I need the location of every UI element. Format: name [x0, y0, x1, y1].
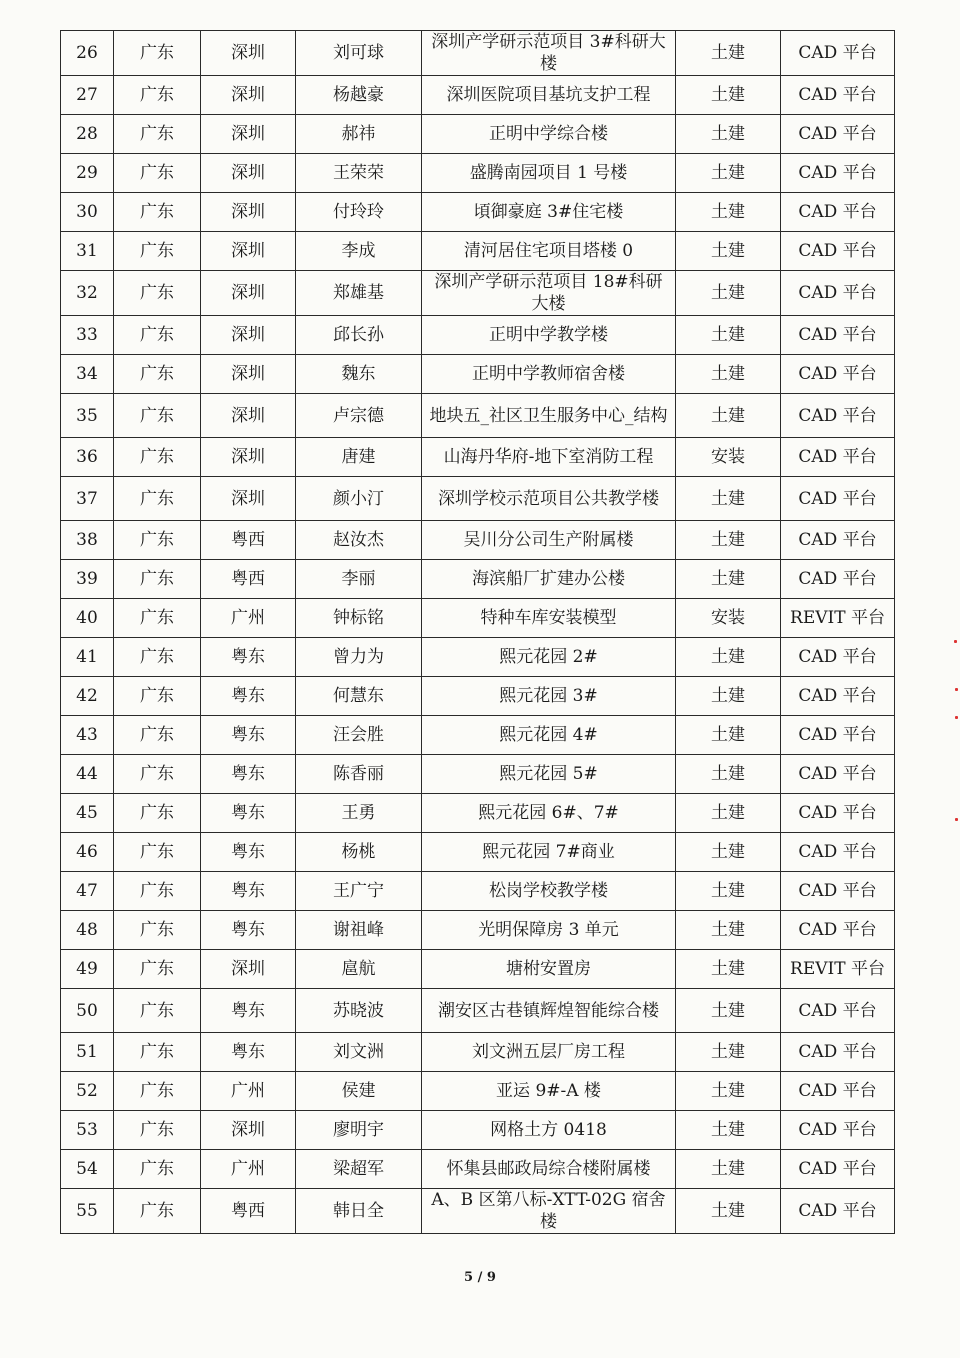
project-cell: 塘柎安置房: [422, 950, 676, 989]
type-cell: 土建: [676, 115, 781, 154]
province-cell: 广东: [114, 1072, 201, 1111]
city-cell: 粤西: [201, 560, 296, 599]
city-cell: 粤东: [201, 833, 296, 872]
project-cell: 盛腾南园项目 1 号楼: [422, 154, 676, 193]
table-row: [61, 1150, 895, 1189]
type-cell: 土建: [676, 677, 781, 716]
table-row: [61, 560, 895, 599]
row-number: 37: [61, 477, 114, 521]
table-row: [61, 232, 895, 271]
project-cell: 吴川分公司生产附属楼: [422, 521, 676, 560]
name-cell: 郝祎: [296, 115, 422, 154]
platform-cell: CAD 平台: [781, 521, 895, 560]
type-cell: 土建: [676, 355, 781, 394]
project-cell: 网格土方 0418: [422, 1111, 676, 1150]
province-cell: 广东: [114, 638, 201, 677]
name-cell: 杨桃: [296, 833, 422, 872]
platform-cell: CAD 平台: [781, 1072, 895, 1111]
name-cell: 李丽: [296, 560, 422, 599]
name-cell: 何慧东: [296, 677, 422, 716]
project-cell: 亚运 9#-A 楼: [422, 1072, 676, 1111]
type-cell: 土建: [676, 716, 781, 755]
project-cell: 頃御豪庭 3#住宅楼: [422, 193, 676, 232]
name-cell: 陈香丽: [296, 755, 422, 794]
city-cell: 粤东: [201, 638, 296, 677]
type-cell: 土建: [676, 560, 781, 599]
province-cell: 广东: [114, 677, 201, 716]
project-cell: 松岗学校教学楼: [422, 872, 676, 911]
type-cell: 土建: [676, 833, 781, 872]
row-number: 55: [61, 1189, 114, 1234]
row-number: 26: [61, 31, 114, 76]
city-cell: 深圳: [201, 154, 296, 193]
project-cell: 清河居住宅项目塔楼 0: [422, 232, 676, 271]
name-cell: 刘文洲: [296, 1033, 422, 1072]
table-row: [61, 716, 895, 755]
row-number: 39: [61, 560, 114, 599]
city-cell: 粤东: [201, 677, 296, 716]
table-row: [61, 31, 895, 76]
city-cell: 深圳: [201, 115, 296, 154]
province-cell: 广东: [114, 755, 201, 794]
platform-cell: CAD 平台: [781, 193, 895, 232]
row-number: 29: [61, 154, 114, 193]
type-cell: 土建: [676, 316, 781, 355]
table-row: [61, 316, 895, 355]
city-cell: 广州: [201, 599, 296, 638]
name-cell: 王荣荣: [296, 154, 422, 193]
province-cell: 广东: [114, 438, 201, 477]
name-cell: 赵汝杰: [296, 521, 422, 560]
province-cell: 广东: [114, 989, 201, 1033]
platform-cell: CAD 平台: [781, 394, 895, 438]
platform-cell: CAD 平台: [781, 115, 895, 154]
table-body: [61, 31, 895, 1234]
name-cell: 侯建: [296, 1072, 422, 1111]
city-cell: 深圳: [201, 271, 296, 316]
city-cell: 深圳: [201, 1111, 296, 1150]
row-number: 38: [61, 521, 114, 560]
table-row: [61, 1072, 895, 1111]
row-number: 30: [61, 193, 114, 232]
project-cell: 刘文洲五层厂房工程: [422, 1033, 676, 1072]
type-cell: 土建: [676, 911, 781, 950]
table-row: [61, 677, 895, 716]
row-number: 50: [61, 989, 114, 1033]
type-cell: 土建: [676, 872, 781, 911]
project-cell: 熙元花园 7#商业: [422, 833, 676, 872]
type-cell: 土建: [676, 638, 781, 677]
platform-cell: REVIT 平台: [781, 599, 895, 638]
type-cell: 土建: [676, 232, 781, 271]
name-cell: 邱长孙: [296, 316, 422, 355]
project-cell: 深圳产学研示范项目 18#科研大楼: [422, 271, 676, 316]
province-cell: 广东: [114, 1150, 201, 1189]
platform-cell: CAD 平台: [781, 755, 895, 794]
project-cell: 正明中学综合楼: [422, 115, 676, 154]
type-cell: 土建: [676, 1033, 781, 1072]
row-number: 54: [61, 1150, 114, 1189]
city-cell: 深圳: [201, 232, 296, 271]
row-number: 33: [61, 316, 114, 355]
table-row: [61, 271, 895, 316]
type-cell: 土建: [676, 989, 781, 1033]
province-cell: 广东: [114, 521, 201, 560]
city-cell: 粤东: [201, 1033, 296, 1072]
table-row: [61, 794, 895, 833]
row-number: 40: [61, 599, 114, 638]
name-cell: 钟标铭: [296, 599, 422, 638]
province-cell: 广东: [114, 716, 201, 755]
city-cell: 粤东: [201, 794, 296, 833]
platform-cell: CAD 平台: [781, 154, 895, 193]
table-row: [61, 355, 895, 394]
project-cell: 熙元花园 5#: [422, 755, 676, 794]
type-cell: 土建: [676, 477, 781, 521]
province-cell: 广东: [114, 911, 201, 950]
row-number: 41: [61, 638, 114, 677]
city-cell: 深圳: [201, 438, 296, 477]
city-cell: 深圳: [201, 316, 296, 355]
city-cell: 深圳: [201, 31, 296, 76]
city-cell: 粤东: [201, 716, 296, 755]
province-cell: 广东: [114, 1189, 201, 1234]
project-cell: 深圳医院项目基坑支护工程: [422, 76, 676, 115]
type-cell: 土建: [676, 394, 781, 438]
project-cell: 潮安区古巷镇辉煌智能综合楼: [422, 989, 676, 1033]
province-cell: 广东: [114, 950, 201, 989]
city-cell: 粤西: [201, 1189, 296, 1234]
province-cell: 广东: [114, 316, 201, 355]
province-cell: 广东: [114, 794, 201, 833]
province-cell: 广东: [114, 154, 201, 193]
project-cell: 熙元花园 3#: [422, 677, 676, 716]
type-cell: 土建: [676, 755, 781, 794]
project-cell: 深圳产学研示范项目 3#科研大楼: [422, 31, 676, 76]
project-cell: 海滨船厂扩建办公楼: [422, 560, 676, 599]
platform-cell: CAD 平台: [781, 438, 895, 477]
table-row: [61, 755, 895, 794]
platform-cell: CAD 平台: [781, 232, 895, 271]
table-row: [61, 911, 895, 950]
table-row: [61, 1033, 895, 1072]
table-row: [61, 872, 895, 911]
table-row: [61, 950, 895, 989]
platform-cell: CAD 平台: [781, 716, 895, 755]
platform-cell: CAD 平台: [781, 271, 895, 316]
platform-cell: CAD 平台: [781, 1033, 895, 1072]
name-cell: 卢宗德: [296, 394, 422, 438]
project-cell: A、B 区第八标-XTT-02G 宿舍楼: [422, 1189, 676, 1234]
name-cell: 韩日全: [296, 1189, 422, 1234]
table-row: [61, 638, 895, 677]
row-number: 34: [61, 355, 114, 394]
project-cell: 特种车库安装模型: [422, 599, 676, 638]
project-cell: 正明中学教学楼: [422, 316, 676, 355]
platform-cell: CAD 平台: [781, 638, 895, 677]
table-row: [61, 154, 895, 193]
row-number: 47: [61, 872, 114, 911]
name-cell: 汪会胜: [296, 716, 422, 755]
city-cell: 广州: [201, 1150, 296, 1189]
province-cell: 广东: [114, 355, 201, 394]
table-row: [61, 193, 895, 232]
row-number: 48: [61, 911, 114, 950]
type-cell: 土建: [676, 1189, 781, 1234]
province-cell: 广东: [114, 1111, 201, 1150]
province-cell: 广东: [114, 394, 201, 438]
city-cell: 粤西: [201, 521, 296, 560]
row-number: 45: [61, 794, 114, 833]
row-number: 43: [61, 716, 114, 755]
row-number: 53: [61, 1111, 114, 1150]
table-row: [61, 521, 895, 560]
name-cell: 郑雄基: [296, 271, 422, 316]
name-cell: 廖明宇: [296, 1111, 422, 1150]
table-row: [61, 1111, 895, 1150]
platform-cell: CAD 平台: [781, 677, 895, 716]
row-number: 28: [61, 115, 114, 154]
row-number: 31: [61, 232, 114, 271]
platform-cell: CAD 平台: [781, 794, 895, 833]
name-cell: 曾力为: [296, 638, 422, 677]
platform-cell: CAD 平台: [781, 833, 895, 872]
project-cell: 熙元花园 6#、7#: [422, 794, 676, 833]
row-number: 27: [61, 76, 114, 115]
province-cell: 广东: [114, 271, 201, 316]
row-number: 44: [61, 755, 114, 794]
platform-cell: CAD 平台: [781, 31, 895, 76]
type-cell: 土建: [676, 1072, 781, 1111]
project-cell: 深圳学校示范项目公共教学楼: [422, 477, 676, 521]
type-cell: 安装: [676, 438, 781, 477]
project-cell: 熙元花园 2#: [422, 638, 676, 677]
project-cell: 正明中学教师宿舍楼: [422, 355, 676, 394]
table-row: [61, 115, 895, 154]
page-number: 5 / 9: [464, 1270, 496, 1285]
province-cell: 广东: [114, 833, 201, 872]
row-number: 36: [61, 438, 114, 477]
row-number: 32: [61, 271, 114, 316]
platform-cell: CAD 平台: [781, 76, 895, 115]
platform-cell: CAD 平台: [781, 1150, 895, 1189]
platform-cell: CAD 平台: [781, 1111, 895, 1150]
table-row: [61, 599, 895, 638]
platform-cell: CAD 平台: [781, 477, 895, 521]
city-cell: 粤东: [201, 872, 296, 911]
platform-cell: CAD 平台: [781, 989, 895, 1033]
type-cell: 土建: [676, 76, 781, 115]
project-cell: 光明保障房 3 单元: [422, 911, 676, 950]
name-cell: 王勇: [296, 794, 422, 833]
platform-cell: REVIT 平台: [781, 950, 895, 989]
type-cell: 土建: [676, 521, 781, 560]
name-cell: 李成: [296, 232, 422, 271]
name-cell: 刘可球: [296, 31, 422, 76]
city-cell: 深圳: [201, 394, 296, 438]
province-cell: 广东: [114, 193, 201, 232]
province-cell: 广东: [114, 1033, 201, 1072]
type-cell: 土建: [676, 794, 781, 833]
type-cell: 土建: [676, 193, 781, 232]
name-cell: 王广宁: [296, 872, 422, 911]
type-cell: 土建: [676, 950, 781, 989]
type-cell: 土建: [676, 271, 781, 316]
row-number: 49: [61, 950, 114, 989]
city-cell: 深圳: [201, 950, 296, 989]
name-cell: 杨越豪: [296, 76, 422, 115]
table-row: [61, 394, 895, 438]
city-cell: 粤东: [201, 755, 296, 794]
row-number: 52: [61, 1072, 114, 1111]
city-cell: 深圳: [201, 76, 296, 115]
province-cell: 广东: [114, 477, 201, 521]
row-number: 51: [61, 1033, 114, 1072]
name-cell: 魏东: [296, 355, 422, 394]
name-cell: 扈航: [296, 950, 422, 989]
city-cell: 深圳: [201, 193, 296, 232]
project-cell: 山海丹华府-地下室消防工程: [422, 438, 676, 477]
province-cell: 广东: [114, 599, 201, 638]
table-row: [61, 438, 895, 477]
platform-cell: CAD 平台: [781, 560, 895, 599]
project-cell: 熙元花园 4#: [422, 716, 676, 755]
type-cell: 土建: [676, 154, 781, 193]
name-cell: 颜小汀: [296, 477, 422, 521]
table-row: [61, 833, 895, 872]
type-cell: 安装: [676, 599, 781, 638]
table-row: [61, 1189, 895, 1234]
city-cell: 广州: [201, 1072, 296, 1111]
platform-cell: CAD 平台: [781, 316, 895, 355]
project-cell: 地块五_社区卫生服务中心_结构: [422, 394, 676, 438]
table-row: [61, 989, 895, 1033]
project-table: [60, 30, 895, 1234]
type-cell: 土建: [676, 31, 781, 76]
name-cell: 苏晓波: [296, 989, 422, 1033]
province-cell: 广东: [114, 76, 201, 115]
row-number: 35: [61, 394, 114, 438]
name-cell: 唐建: [296, 438, 422, 477]
platform-cell: CAD 平台: [781, 911, 895, 950]
name-cell: 付玲玲: [296, 193, 422, 232]
table-row: [61, 76, 895, 115]
row-number: 42: [61, 677, 114, 716]
province-cell: 广东: [114, 872, 201, 911]
province-cell: 广东: [114, 560, 201, 599]
city-cell: 粤东: [201, 989, 296, 1033]
project-cell: 怀集县邮政局综合楼附属楼: [422, 1150, 676, 1189]
province-cell: 广东: [114, 115, 201, 154]
name-cell: 谢祖峰: [296, 911, 422, 950]
city-cell: 深圳: [201, 477, 296, 521]
platform-cell: CAD 平台: [781, 1189, 895, 1234]
type-cell: 土建: [676, 1150, 781, 1189]
platform-cell: CAD 平台: [781, 872, 895, 911]
platform-cell: CAD 平台: [781, 355, 895, 394]
province-cell: 广东: [114, 232, 201, 271]
table-row: [61, 477, 895, 521]
city-cell: 深圳: [201, 355, 296, 394]
row-number: 46: [61, 833, 114, 872]
city-cell: 粤东: [201, 911, 296, 950]
type-cell: 土建: [676, 1111, 781, 1150]
name-cell: 梁超军: [296, 1150, 422, 1189]
province-cell: 广东: [114, 31, 201, 76]
